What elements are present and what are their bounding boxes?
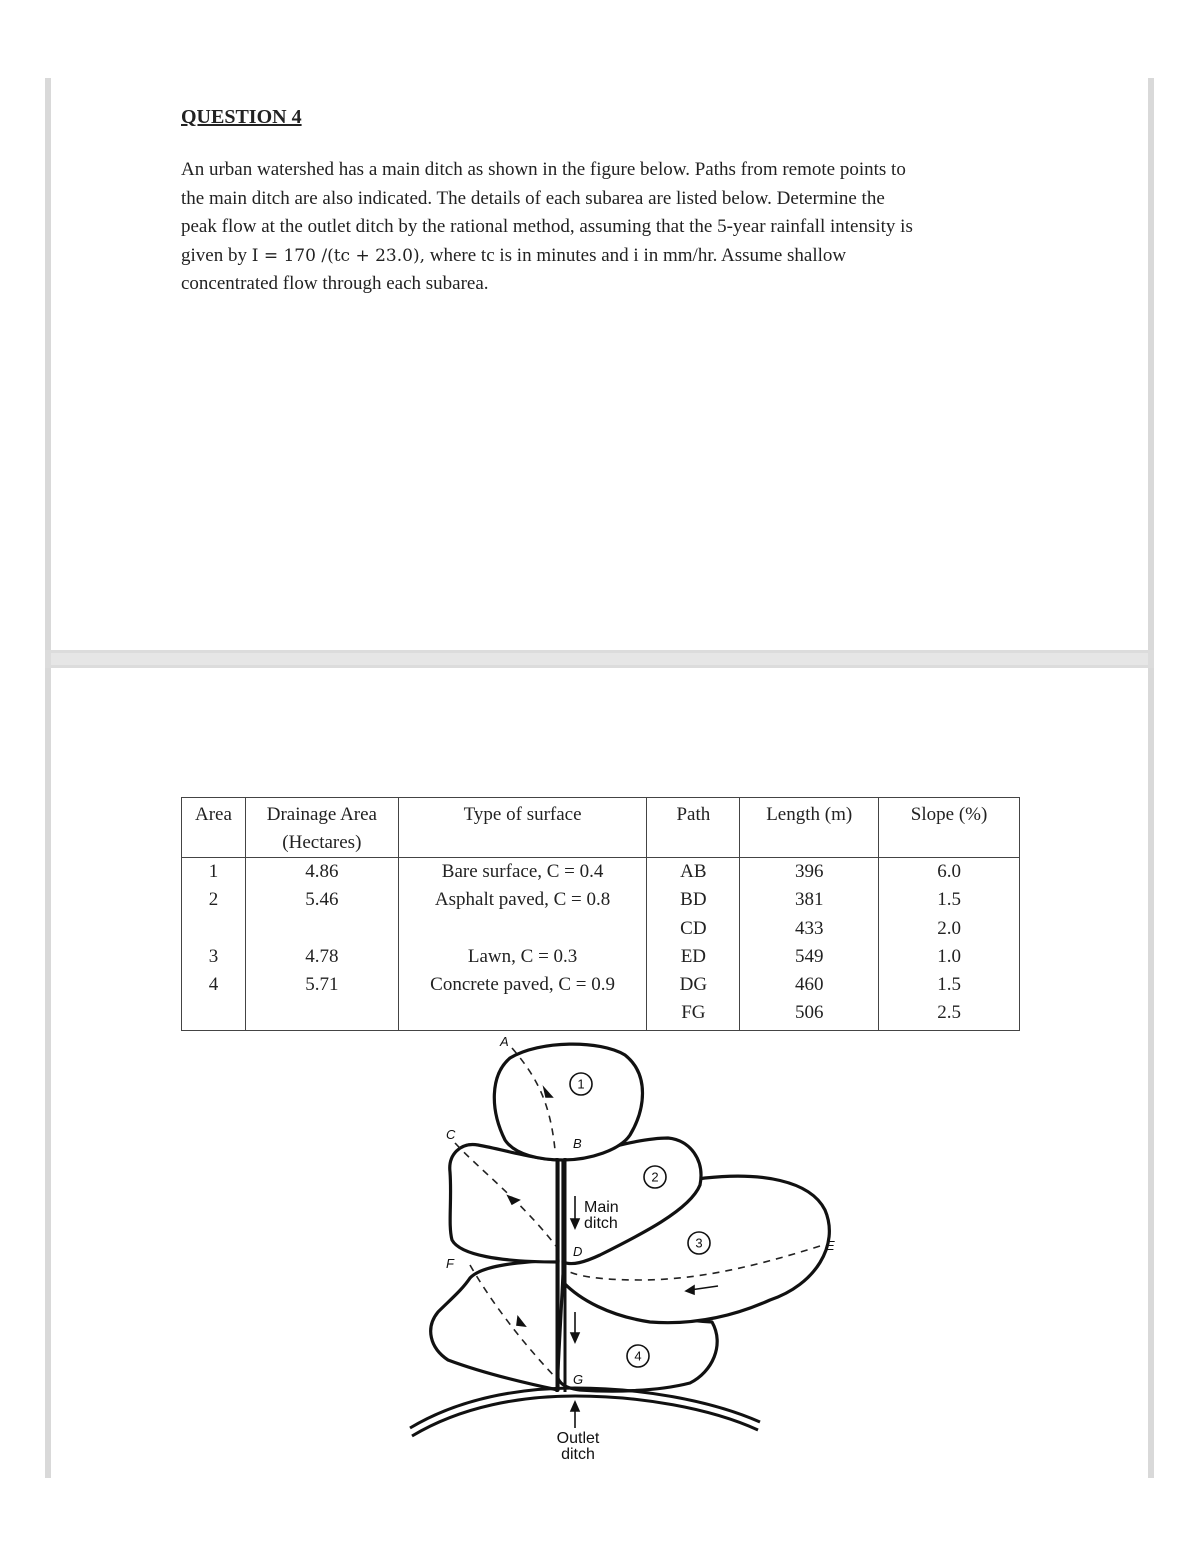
question-line-2: the main ditch are also indicated. The details of each subarea are listed below. Determine the: [181, 187, 885, 209]
line4-prefix: given by: [181, 244, 252, 266]
cell-area: [182, 915, 246, 943]
cell-slope: 1.5: [879, 886, 1020, 914]
point-a-label: A: [500, 1034, 509, 1049]
cell-area: 4: [182, 971, 246, 999]
cell-slope: 1.5: [879, 971, 1020, 999]
header-length: Length (m): [740, 798, 879, 858]
point-b-label: B: [573, 1136, 582, 1151]
page-separator-inner: [51, 653, 1148, 665]
cell-surface: Asphalt paved, C = 0.8: [398, 886, 647, 914]
table-row: [182, 858, 1020, 887]
subarea-left-upper-boundary: [450, 1145, 558, 1262]
header-path: Path: [647, 798, 740, 858]
header-area: Area: [182, 798, 246, 858]
point-d-label: D: [573, 1244, 583, 1259]
table-header-row: [182, 798, 1020, 858]
cell-drainage: 4.86: [245, 858, 398, 887]
cell-surface: [398, 999, 647, 1030]
cell-surface: Bare surface, C = 0.4: [398, 858, 647, 887]
subarea-1-label: 1: [577, 1076, 585, 1092]
cell-length: 433: [740, 915, 879, 943]
cell-slope: 2.5: [879, 999, 1020, 1030]
cell-length: 549: [740, 943, 879, 971]
intensity-formula: I = 170 /(tc + 23.0),: [251, 245, 425, 266]
question-line-1: An urban watershed has a main ditch as shown in the figure below. Paths from remote points to: [181, 159, 906, 180]
cell-slope: 6.0: [879, 858, 1020, 887]
watershed-figure: [400, 1030, 860, 1470]
cell-surface: Concrete paved, C = 0.9: [398, 971, 647, 999]
point-g-label: G: [573, 1372, 584, 1387]
cell-drainage: [245, 915, 398, 943]
cell-area: [182, 999, 246, 1030]
header-drainage-line2: (Hectares): [282, 832, 362, 853]
subarea-4-label: 4: [634, 1348, 642, 1364]
cell-surface: [398, 915, 647, 943]
subarea-3-label: 3: [695, 1235, 703, 1251]
line4-suffix: where tc is in minutes and i in mm/hr. Assume shallow: [425, 244, 847, 266]
header-drainage-line1: Drainage Area: [266, 804, 377, 825]
table-row: [182, 999, 1020, 1030]
main-ditch-label-1: Main: [584, 1199, 619, 1216]
question-line-5: concentrated flow through each subarea.: [181, 273, 489, 294]
cell-length: 381: [740, 886, 879, 914]
cell-path: AB: [647, 858, 740, 887]
question-line-4: [181, 242, 1021, 271]
table-row: [182, 886, 1020, 914]
cell-path: ED: [647, 943, 740, 971]
header-slope: Slope (%): [879, 798, 1020, 858]
point-c-label: C: [446, 1127, 456, 1142]
cell-drainage: 5.71: [245, 971, 398, 999]
cell-drainage: 4.78: [245, 943, 398, 971]
cell-path: FG: [647, 999, 740, 1030]
question-body: [181, 156, 1021, 299]
subarea-2-label: 2: [651, 1169, 659, 1185]
outlet-ditch-label-1: Outlet: [556, 1430, 600, 1447]
cell-area: 2: [182, 886, 246, 914]
cell-area: 1: [182, 858, 246, 887]
subarea-table: [181, 797, 1020, 1031]
page-border-left: [45, 78, 51, 1478]
question-title: QUESTION 4: [181, 106, 302, 128]
cell-path: DG: [647, 971, 740, 999]
point-f-label: F: [446, 1256, 454, 1271]
cell-slope: 1.0: [879, 943, 1020, 971]
outlet-ditch-label-2: ditch: [561, 1446, 595, 1463]
cell-surface: Lawn, C = 0.3: [398, 943, 647, 971]
cell-slope: 2.0: [879, 915, 1020, 943]
subarea-1-boundary: [494, 1044, 642, 1160]
table-row: [182, 971, 1020, 999]
subarea-left-lower-boundary: [431, 1260, 558, 1390]
header-drainage: [245, 798, 398, 858]
table-row: [182, 915, 1020, 943]
cell-length: 460: [740, 971, 879, 999]
page-border-right: [1148, 78, 1154, 1478]
header-surface: Type of surface: [398, 798, 647, 858]
cell-area: 3: [182, 943, 246, 971]
cell-length: 396: [740, 858, 879, 887]
question-line-3: peak flow at the outlet ditch by the rational method, assuming that the 5-year rainfall intensity is: [181, 216, 913, 237]
table-row: [182, 943, 1020, 971]
cell-drainage: 5.46: [245, 886, 398, 914]
cell-drainage: [245, 999, 398, 1030]
cell-length: 506: [740, 999, 879, 1030]
main-ditch-label-2: ditch: [584, 1215, 618, 1232]
outlet-ditch-banks: [410, 1388, 760, 1436]
cell-path: CD: [647, 915, 740, 943]
point-e-label: E: [826, 1238, 835, 1253]
cell-path: BD: [647, 886, 740, 914]
